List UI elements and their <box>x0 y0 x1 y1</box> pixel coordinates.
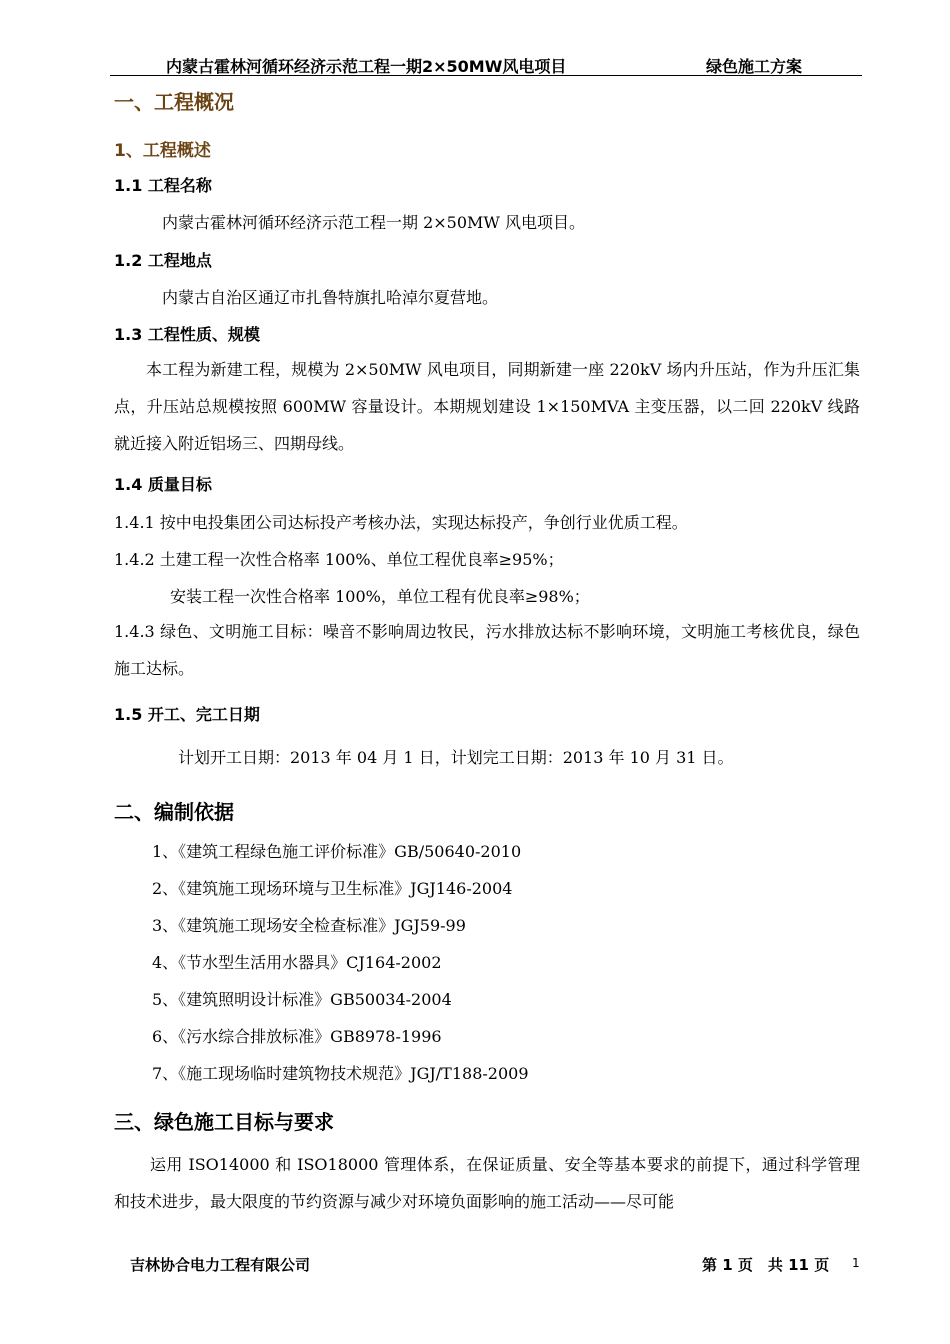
reference-item: 2、《建筑施工现场环境与卫生标准》JGJ146-2004 <box>152 879 513 898</box>
heading-1-2: 1.2 工程地点 <box>114 251 212 270</box>
text-1-4-3: 1.4.3 绿色、文明施工目标：噪音不影响周边牧民，污水排放达标不影响环境，文明施工考核优良，绿色施工达标。 <box>114 622 860 678</box>
text-1-4-2a: 1.4.2 土建工程一次性合格率 100%、单位工程优良率≥95%； <box>114 550 564 569</box>
reference-item: 3、《建筑施工现场安全检查标准》JGJ59-99 <box>152 916 466 935</box>
text-1-4-2b: 安装工程一次性合格率 100%，单位工程有优良率≥98%； <box>170 587 590 606</box>
header-project-title: 内蒙古霍林河循环经济示范工程一期2×50MW风电项目 <box>166 57 567 76</box>
text-1-2: 内蒙古自治区通辽市扎鲁特旗扎哈淖尔夏营地。 <box>162 288 499 307</box>
text-1-1: 内蒙古霍林河循环经济示范工程一期 2×50MW 风电项目。 <box>162 213 585 232</box>
header-divider <box>110 75 862 76</box>
heading-1-5: 1.5 开工、完工日期 <box>114 705 260 724</box>
section-3-title: 三、绿色施工目标与要求 <box>114 1110 334 1134</box>
text-1-4-1: 1.4.1 按中电投集团公司达标投产考核办法，实现达标投产，争创行业优质工程。 <box>114 513 688 532</box>
footer-page-info: 第 1 页 共 11 页 <box>702 1256 830 1274</box>
footer-company: 吉林协合电力工程有限公司 <box>130 1256 311 1274</box>
header-doc-title: 绿色施工方案 <box>706 57 803 76</box>
reference-item: 6、《污水综合排放标准》GB8978-1996 <box>152 1027 442 1046</box>
reference-item: 5、《建筑照明设计标准》GB50034-2004 <box>152 990 452 1009</box>
subsection-1-title: 1、工程概述 <box>114 141 211 161</box>
reference-item: 7、《施工现场临时建筑物技术规范》JGJ/T188-2009 <box>152 1064 529 1083</box>
section-1-title: 一、工程概况 <box>114 90 234 114</box>
reference-item: 4、《节水型生活用水器具》CJ164-2002 <box>152 953 442 972</box>
text-3: 运用 ISO14000 和 ISO18000 管理体系，在保证质量、安全等基本要求的前提下，通过科学管理和技术进步，最大限度的节约资源与减少对环境负面影响的施工活动——尽可能 <box>114 1155 860 1211</box>
section-2-title: 二、编制依据 <box>114 800 234 824</box>
reference-item: 1、《建筑工程绿色施工评价标准》GB/50640-2010 <box>152 842 522 861</box>
text-1-3: 本工程为新建工程，规模为 2×50MW 风电项目，同期新建一座 220kV 场内升压站，作为升压汇集点，升压站总规模按照 600MW 容量设计。本期规划建设 1×150MVA 主变压器，以二回 220kV 线路就近接入附近铝场三、四期母线。 <box>114 360 860 453</box>
heading-1-4: 1.4 质量目标 <box>114 475 212 494</box>
heading-1-1: 1.1 工程名称 <box>114 176 212 195</box>
text-1-5: 计划开工日期：2013 年 04 月 1 日，计划完工日期：2013 年 10 月 31 日。 <box>178 748 734 767</box>
heading-1-3: 1.3 工程性质、规模 <box>114 325 260 344</box>
footer-page-number: 1 <box>852 1256 860 1270</box>
